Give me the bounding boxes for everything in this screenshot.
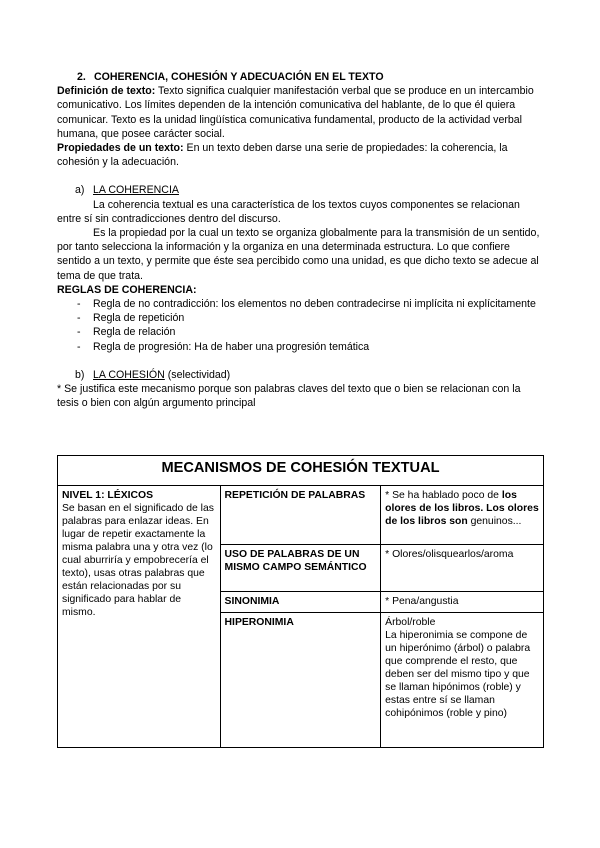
section-heading — [77, 70, 544, 84]
level-title: NIVEL 1: LÉXICOS — [62, 490, 154, 501]
coherencia-paragraph-2: Es la propiedad por la cual un texto se organiza globalmente para la transmisión de un sentido, por tanto selecciona la información y la organiza en una determinada estructura. Lo que confiere sentido a un texto, y permite que éste sea percibido como una unidad, es que dicho texto se adecue al tema de que trata. — [57, 227, 540, 282]
mechanism-name: USO DE PALABRAS DE UN MISMO CAMPO SEMÁNTICO — [220, 545, 381, 592]
mechanism-example: * Pena/angustia — [381, 592, 544, 613]
table-title: MECANISMOS DE COHESIÓN TEXTUAL — [58, 456, 544, 486]
propiedades-text: En un texto deben darse una serie de propiedades: la coherencia, la cohesión y la adecuación. — [57, 142, 508, 169]
propiedades-label: Propiedades de un texto: — [57, 142, 184, 155]
table-row — [58, 486, 544, 545]
document-body — [57, 70, 544, 410]
mechanism-example: * Olores/olisquearlos/aroma — [381, 545, 544, 592]
cohesion-heading — [75, 368, 544, 382]
cohesion-subtitle: (selectividad) — [164, 368, 231, 381]
regla-item: - Regla de relación — [57, 325, 544, 339]
section-title: COHERENCIA, COHESIÓN Y ADECUACIÓN EN EL TEXTO — [93, 71, 384, 83]
mechanism-name: HIPERONIMIA — [220, 613, 381, 748]
mechanism-name: SINONIMIA — [220, 592, 381, 613]
reglas-list — [57, 297, 544, 354]
regla-item: - Regla de repetición — [57, 311, 544, 325]
coherencia-letter: a) — [75, 184, 85, 197]
regla-item: - Regla de no contradicción: los elementos no deben contradecirse ni implícita ni explícitamente — [57, 297, 544, 311]
propiedades-paragraph — [57, 141, 544, 169]
coherencia-paragraph-1: La coherencia textual es una característica de los textos cuyos componentes se relacionan entre sí sin contradicciones dentro del discurso. — [57, 198, 520, 225]
mechanism-example: * Se ha hablado poco de los olores de los libros. Los olores de los libros son genuinos... — [381, 486, 544, 545]
regla-item: - Regla de progresión: Ha de haber una progresión temática — [57, 340, 544, 354]
definicion-text: Texto significa cualquier manifestación verbal que se produce en un intercambio comunicativo. Los límites dependen de la intención comunicativa del hablante, de lo que él quiera comunicar. Texto es la unidad lingüística comunicativa fundamental, producto de la actividad verbal humana, que posee carácter social. — [57, 85, 534, 140]
cohesion-letter: b) — [75, 368, 85, 381]
coherencia-heading — [75, 183, 544, 197]
cohesion-note: * Se justifica este mecanismo porque son palabras claves del texto que o bien se relacionan con la tesis o bien con algún argumento principal — [57, 383, 521, 410]
definicion-label: Definición de texto: — [57, 85, 156, 98]
section-number: 2. — [77, 71, 86, 83]
mechanism-name: REPETICIÓN DE PALABRAS — [220, 486, 381, 545]
mecanismos-table — [57, 455, 544, 748]
coherencia-title: LA COHERENCIA — [93, 184, 179, 197]
mechanism-example: Árbol/roble La hiperonimia se compone de un hiperónimo (árbol) o palabra que comprende el resto, que deben ser del mismo tipo y que se llaman hipónimos (roble) y estas entre sí se llaman cohipónimos (roble y pino) — [381, 613, 544, 748]
definicion-paragraph — [57, 84, 544, 141]
reglas-title: REGLAS DE COHERENCIA: — [57, 283, 197, 296]
level-cell — [58, 486, 221, 748]
level-description: Se basan en el significado de las palabras para enlazar ideas. En lugar de repetir exactamente la misma palabra una y otra vez (lo cual aburriría y empobrecería el texto), usas otras palabras que están relacionadas por su significado para hablar de mismo. — [62, 503, 214, 618]
cohesion-title: LA COHESIÓN — [93, 368, 165, 381]
